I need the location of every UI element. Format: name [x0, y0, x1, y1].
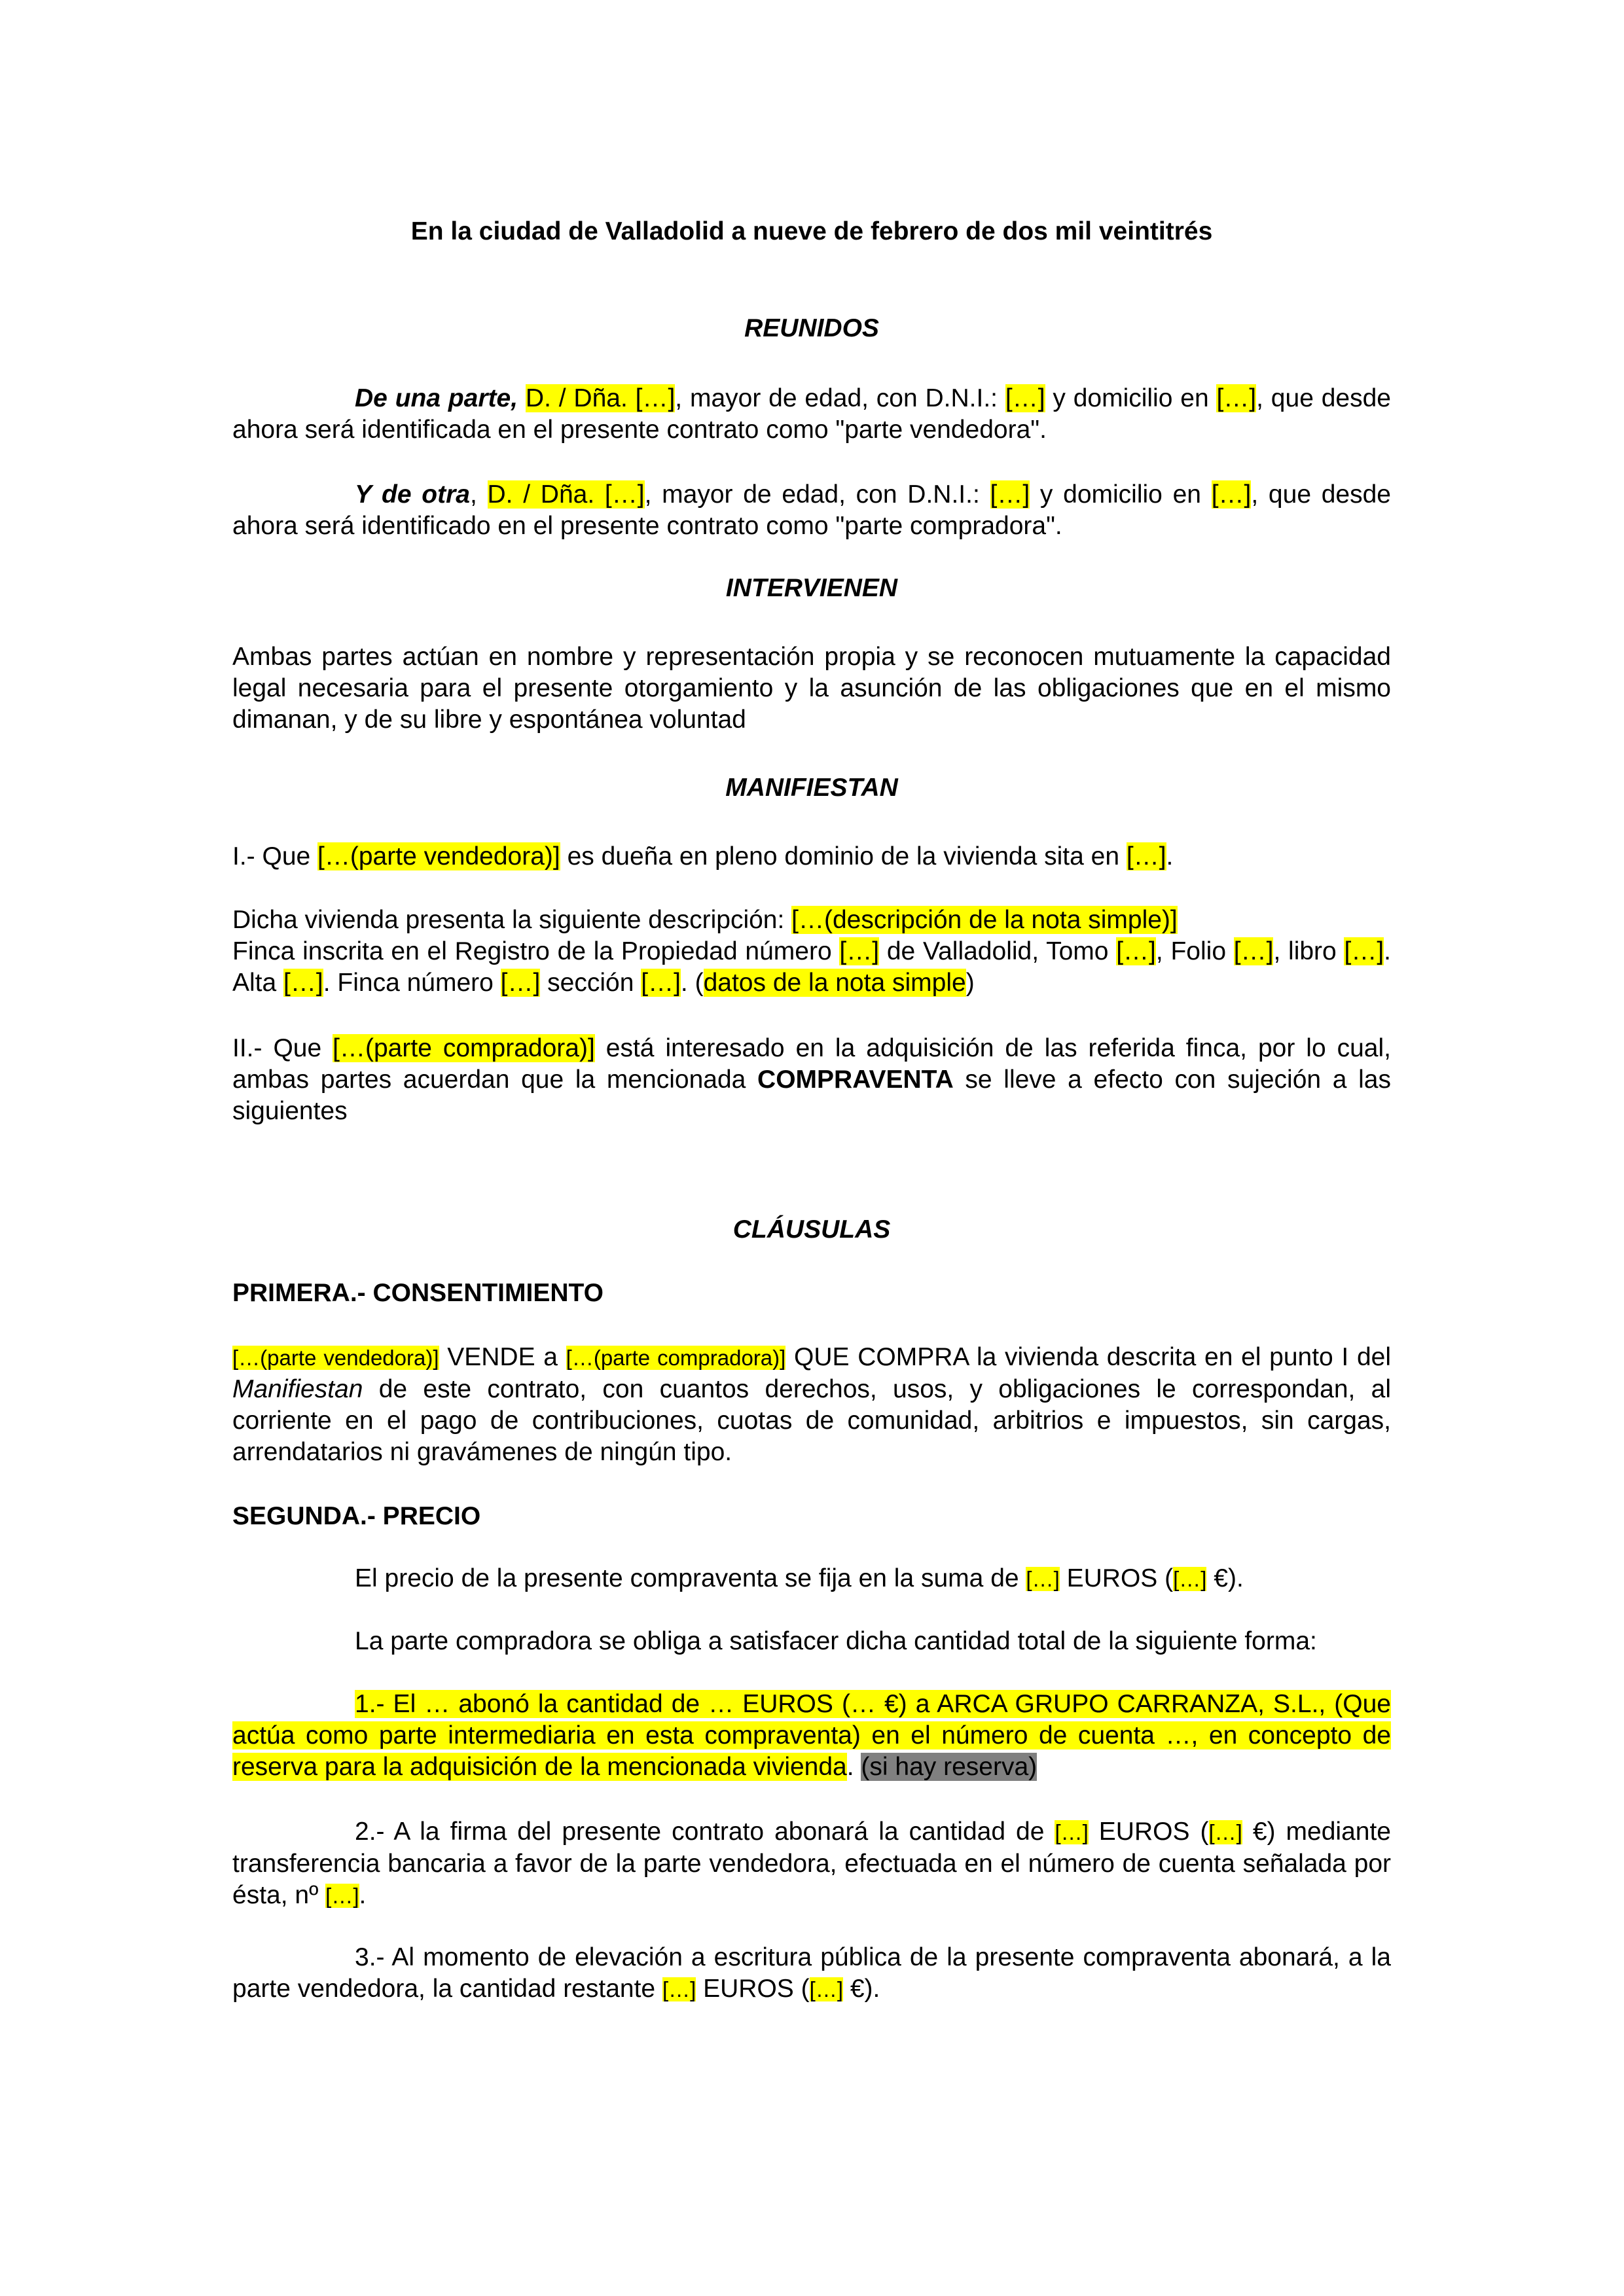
- placeholder-name: D. / Dña. […]: [525, 384, 676, 412]
- placeholder-dni: […]: [990, 480, 1030, 509]
- placeholder-name: D. / Dña. […]: [487, 480, 645, 509]
- intervienen-title: INTERVIENEN: [725, 574, 898, 602]
- intervienen-paragraph: Ambas partes actúan en nombre y representación propia y se reconocen mutuamente la capacidad legal necesaria para el presente otorgamiento y la asunción de las obligaciones que en el mismo dimanan, y de su libre y espontánea voluntad: [232, 643, 1391, 734]
- placeholder-domicilio: […]: [1211, 480, 1252, 509]
- forma-pago-paragraph: La parte compradora se obliga a satisfacer dicha cantidad total de la siguiente forma:: [355, 1627, 1317, 1655]
- pago-firma-paragraph: 2.- A la firma del presente contrato abonará la cantidad de […] EUROS ([…] €) mediante transferencia bancaria a favor de la parte vendedora, efectuada en el número de cuenta señalada por ésta, nº […].: [232, 1818, 1391, 1909]
- primera-paragraph: […(parte vendedora)] VENDE a […(parte compradora)] QUE COMPRA la vivienda descrita en el punto I del Manifiestan de este contrato, con cuantos derechos, usos, y obligaciones le correspondan, al corriente en el pago de contribuciones, cuotas de comunidad, arbitrios e impuestos, sin cargas, arrendatarios ni gravámenes de ningún tipo.: [232, 1343, 1391, 1466]
- parte-vendedora-paragraph: De una parte, D. / Dña. […], mayor de edad, con D.N.I.: […] y domicilio en […], que desde ahora será identificada en el presente contrato como "parte vendedora".: [232, 384, 1391, 444]
- reunidos-title: REUNIDOS: [744, 314, 879, 342]
- manifiestan-point-2: II.- Que […(parte compradora)] está interesado en la adquisición de las referida finca, por lo cual, ambas partes acuerdan que la mencionada COMPRAVENTA se lleve a efecto con sujeción a las siguientes: [232, 1034, 1391, 1125]
- parte-compradora-paragraph: Y de otra, D. / Dña. […], mayor de edad, con D.N.I.: […] y domicilio en […], que desde ahora será identificado en el presente contrato como "parte compradora".: [232, 480, 1391, 540]
- placeholder-dni: […]: [1005, 384, 1045, 412]
- descripcion-paragraph: Dicha vivienda presenta la siguiente descripción: […(descripción de la nota simple)] Finca inscrita en el Registro de la Propiedad número […] de Valladolid, Tomo […], Folio […], libro […]. Alta […]. Finca número […] sección […]. (datos de la nota simple): [232, 906, 1391, 997]
- placeholder-domicilio: […]: [1216, 384, 1257, 412]
- manifiestan-title: MANIFIESTAN: [725, 774, 898, 802]
- segunda-title: SEGUNDA.- PRECIO: [232, 1502, 481, 1530]
- clausulas-title: CLÁUSULAS: [732, 1215, 891, 1244]
- manifiestan-point-1: I.- Que […(parte vendedora)] es dueña en pleno dominio de la vivienda sita en […].: [232, 842, 1174, 870]
- pago-escritura-paragraph: 3.- Al momento de elevación a escritura pública de la presente compraventa abonará, a la parte vendedora, la cantidad restante […] EUROS ([…] €).: [232, 1943, 1391, 2003]
- primera-title: PRIMERA.- CONSENTIMIENTO: [232, 1279, 604, 1307]
- document-heading: En la ciudad de Valladolid a nueve de febrero de dos mil veintitrés: [410, 217, 1213, 245]
- pago-reserva-paragraph: 1.- El … abonó la cantidad de … EUROS (… €) a ARCA GRUPO CARRANZA, S.L., (Que actúa como parte intermediaria en esta compraventa) en el número de cuenta …, en concepto de reserva para la adquisición de la mencionada vivienda. (si hay reserva): [232, 1690, 1391, 1781]
- precio-paragraph: El precio de la presente compraventa se fija en la suma de […] EUROS ([…] €).: [355, 1564, 1244, 1592]
